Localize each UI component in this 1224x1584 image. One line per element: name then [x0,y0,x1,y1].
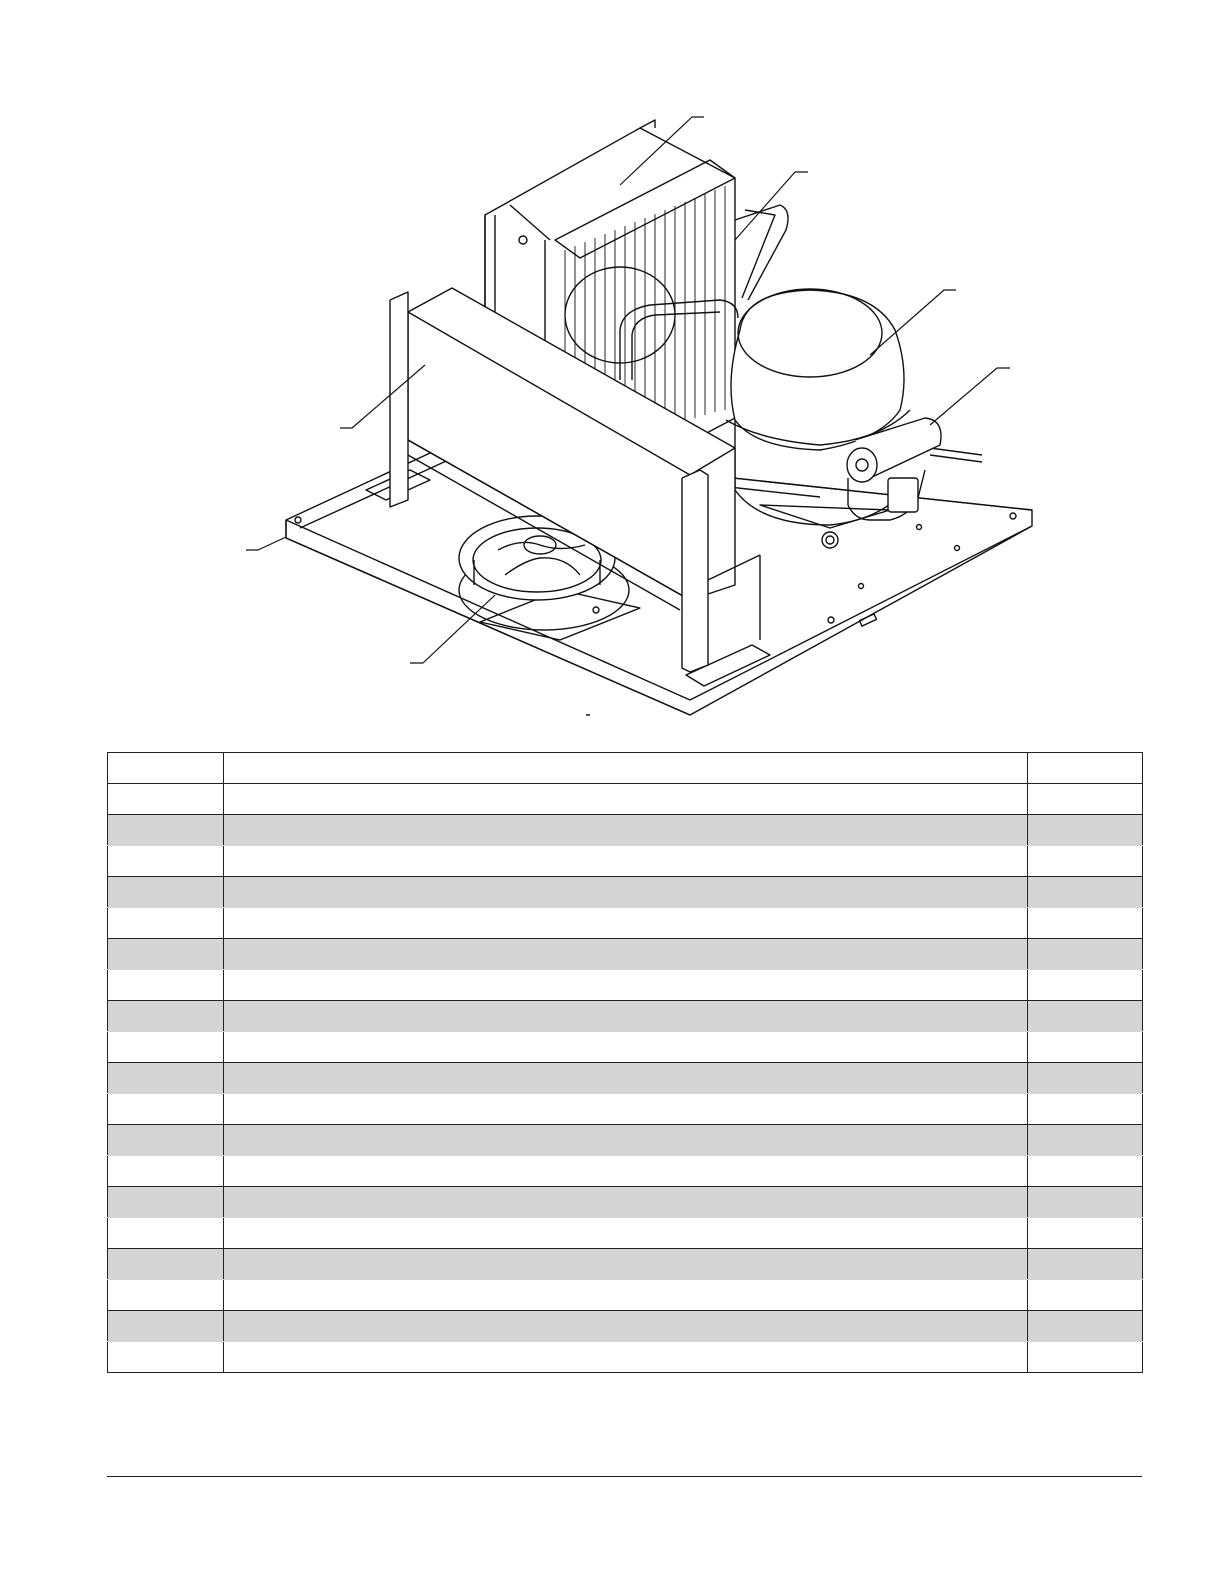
table-row [108,1094,1143,1125]
cell-part-number [1028,1032,1143,1063]
cell-part-number [1028,784,1143,815]
table-row [108,1032,1143,1063]
cell-description [224,784,1028,815]
cell-description [224,1280,1028,1311]
table-row [108,1342,1143,1373]
header-item [108,753,224,784]
cell-description [224,1156,1028,1187]
cell-description [224,815,1028,846]
cell-item [108,1187,224,1218]
cell-part-number [1028,1280,1143,1311]
cell-item [108,1125,224,1156]
cell-item [108,877,224,908]
table-row [108,1125,1143,1156]
cell-part-number [1028,1156,1143,1187]
cell-description [224,1342,1028,1373]
cell-description [224,1311,1028,1342]
condensing-unit-diagram [200,90,1060,720]
cell-part-number [1028,908,1143,939]
cell-description [224,1249,1028,1280]
table-row [108,784,1143,815]
cell-item [108,1156,224,1187]
cell-part-number [1028,970,1143,1001]
cell-part-number [1028,1001,1143,1032]
table-row [108,939,1143,970]
cell-item [108,846,224,877]
cell-part-number [1028,939,1143,970]
header-part-number [1028,753,1143,784]
cell-part-number [1028,1187,1143,1218]
cell-description [224,877,1028,908]
leader-relay [930,368,1010,425]
cell-part-number [1028,1125,1143,1156]
cell-item [108,1218,224,1249]
cell-part-number [1028,877,1143,908]
cell-description [224,1001,1028,1032]
cell-part-number [1028,846,1143,877]
cell-description [224,970,1028,1001]
table-row [108,908,1143,939]
table-header-row [108,753,1143,784]
cell-item [108,1063,224,1094]
cell-item [108,1249,224,1280]
cell-description [224,908,1028,939]
table-row [108,1063,1143,1094]
table-row [108,1187,1143,1218]
parts-table [107,752,1143,1373]
cell-part-number [1028,1218,1143,1249]
footer-divider [107,1476,1142,1477]
cell-description [224,846,1028,877]
cell-item [108,1032,224,1063]
table-row [108,1249,1143,1280]
table-row [108,1156,1143,1187]
cell-description [224,1125,1028,1156]
table-row [108,815,1143,846]
cell-item [108,1342,224,1373]
cell-description [224,1094,1028,1125]
cell-description [224,1063,1028,1094]
cell-part-number [1028,815,1143,846]
cell-part-number [1028,1342,1143,1373]
header-description [224,753,1028,784]
cell-item [108,908,224,939]
cell-part-number [1028,1311,1143,1342]
leader-base [246,537,286,550]
cell-item [108,1094,224,1125]
cell-item [108,1311,224,1342]
table-row [108,1218,1143,1249]
table-row [108,877,1143,908]
cell-part-number [1028,1094,1143,1125]
table-row [108,1280,1143,1311]
cell-item [108,784,224,815]
cell-item [108,1001,224,1032]
cell-description [224,1187,1028,1218]
cell-item [108,939,224,970]
cell-item [108,815,224,846]
table-row [108,1001,1143,1032]
cell-item [108,1280,224,1311]
cell-item [108,970,224,1001]
cell-description [224,939,1028,970]
cell-part-number [1028,1249,1143,1280]
cell-part-number [1028,1063,1143,1094]
table-row [108,1311,1143,1342]
leader-tube [735,172,808,240]
table-row [108,846,1143,877]
table-row [108,970,1143,1001]
cell-description [224,1032,1028,1063]
cell-description [224,1218,1028,1249]
